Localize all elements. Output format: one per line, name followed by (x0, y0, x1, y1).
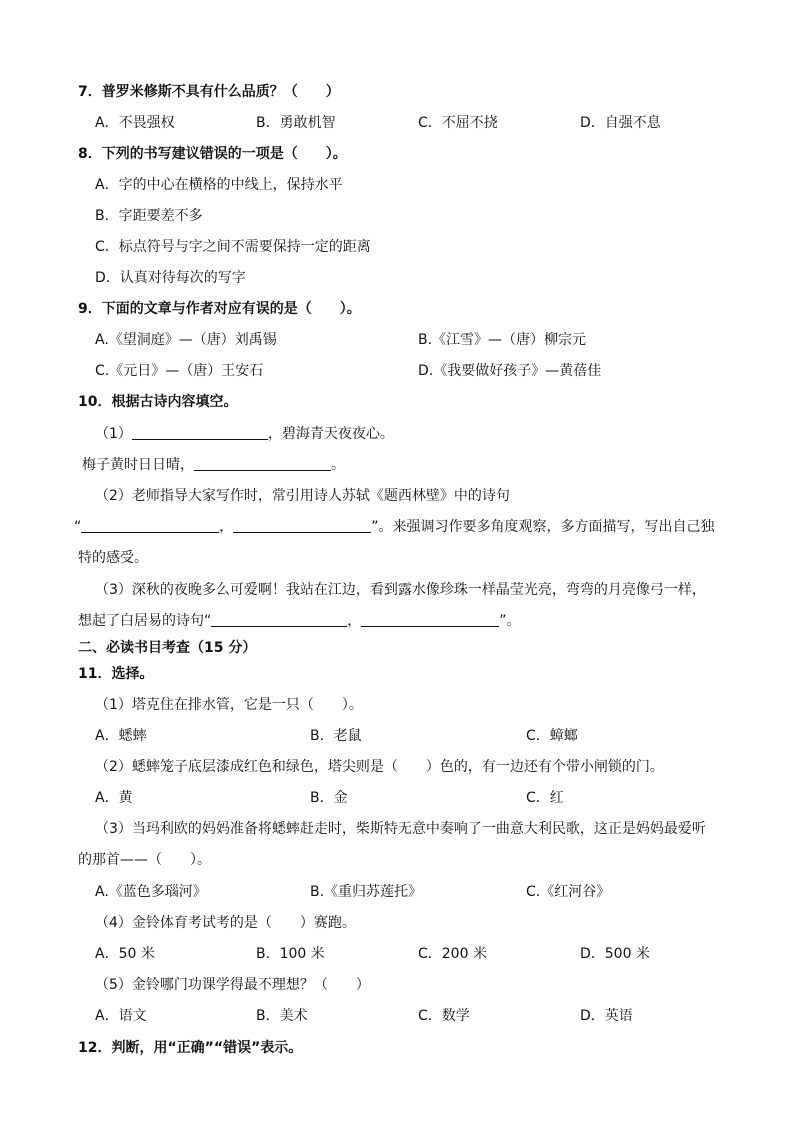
q10-blank-3[interactable] (81, 518, 219, 533)
question-11-stem: 11．选择。 (78, 666, 154, 682)
q11-sub3-text: （3）当玛利欧的妈妈准备将蟋蟀赶走时，柴斯特无意中奏响了一曲意大利民歌，这正是妈妈最爱听 (95, 821, 706, 837)
q11-sub5-option-c: C．数学 (418, 1008, 470, 1024)
q10-part3-comma: ， (347, 613, 362, 629)
q8-option-a: A．字的中心在横格的中线上，保持水平 (95, 177, 343, 193)
q11-sub4-option-b: B．100 米 (256, 946, 325, 962)
q11-sub2-text: （2）蟋蟀笼子底层漆成红色和绿色，塔尖则是（ ）色的，有一边还有个带小闸锁的门。 (95, 759, 664, 775)
q8-option-b: B．字距要差不多 (95, 208, 203, 224)
q9-option-a: A.《望洞庭》—（唐）刘禹锡 (95, 332, 277, 348)
q10-part2-comma: ， (219, 519, 234, 535)
q10-part1-line2 (82, 455, 345, 475)
q10-blank-5[interactable] (211, 612, 347, 627)
q10-part3-line1: （3）深秋的夜晚多么可爱啊！我站在江边，看到露水像珍珠一样晶莹光亮，弯弯的月亮像弓一样， (95, 582, 706, 598)
question-9-stem: 9．下面的文章与作者对应有误的是（ ）。 (78, 301, 361, 317)
q10-part2-quote-open: “ (74, 519, 82, 535)
q8-option-c: C．标点符号与字之间不需要保持一定的距离 (95, 239, 371, 255)
q11-sub3-option-c: C.《红河谷》 (526, 884, 611, 900)
q10-blank-1[interactable] (132, 425, 268, 440)
q10-blank-4[interactable] (233, 518, 371, 533)
q10-part2-line3: 特的感受。 (78, 550, 148, 566)
q11-sub2-option-b: B．金 (310, 790, 348, 806)
q10-part1-tail: ，碧海青天夜夜心。 (267, 426, 394, 442)
question-7-stem: 7．普罗米修斯不具有什么品质？（ ） (78, 84, 340, 100)
q9-option-c: C.《元日》—（唐）王安石 (95, 363, 264, 379)
q7-option-a: A．不畏强权 (95, 115, 175, 131)
q10-part2-line2 (74, 517, 715, 537)
q11-sub2-option-a: A．黄 (95, 790, 133, 806)
q11-sub5-option-d: D．英语 (580, 1008, 633, 1024)
q11-sub5-text: （5）金铃哪门功课学得最不理想？（ ） (95, 977, 370, 993)
q10-part1-line2-tail: 。 (331, 457, 345, 473)
q9-option-d: D.《我要做好孩子》—黄蓓佳 (418, 363, 602, 379)
q7-option-d: D．自强不息 (580, 115, 661, 131)
q10-part2-line1: （2）老师指导大家写作时，常引用诗人苏轼《题西林壁》中的诗句 (95, 488, 510, 504)
question-10-stem: 10．根据古诗内容填空。 (78, 394, 238, 410)
question-8-stem: 8．下列的书写建议错误的一项是（ ）。 (78, 146, 347, 162)
q11-sub5-option-a: A．语文 (95, 1008, 147, 1024)
q10-part1-line2-head: 梅子黄时日日晴， (82, 457, 194, 473)
q10-blank-2[interactable] (194, 456, 331, 471)
q11-sub4-option-d: D．500 米 (580, 946, 650, 962)
q10-blank-6[interactable] (361, 612, 499, 627)
q11-sub4-text: （4）金铃体育考试考的是（ ）赛跑。 (95, 915, 356, 931)
q10-part3-head: 想起了白居易的诗句“ (78, 613, 212, 629)
q8-option-d: D．认真对待每次的写字 (95, 270, 246, 286)
q11-sub4-option-a: A．50 米 (95, 946, 155, 962)
q9-option-b: B.《江雪》—（唐）柳宗元 (418, 332, 587, 348)
q11-sub1-option-c: C．蟑螂 (526, 728, 578, 744)
q7-option-c: C．不屈不挠 (418, 115, 498, 131)
q11-sub1-option-b: B．老鼠 (310, 728, 362, 744)
q10-part1-line1 (95, 424, 394, 444)
section-2-title: 二、必读书目考查（15 分） (78, 640, 257, 656)
q11-sub5-option-b: B．美术 (256, 1008, 308, 1024)
q11-sub3-option-a: A.《蓝色多瑙河》 (95, 884, 207, 900)
q10-part1-number: （1） (95, 426, 132, 442)
q10-part2-tail: ”。来强调习作要多角度观察，多方面描写，写出自己独 (371, 519, 715, 535)
q11-sub3-text2: 的那首——（ ）。 (78, 852, 211, 868)
q10-part3-tail: ”。 (499, 613, 521, 629)
q11-sub3-option-b: B.《重归苏莲托》 (310, 884, 423, 900)
q11-sub4-option-c: C．200 米 (418, 946, 487, 962)
q11-sub1-text: （1）塔克住在排水管，它是一只（ ）。 (95, 697, 363, 713)
q10-part3-line2 (78, 611, 521, 631)
question-12-stem: 12．判断，用“正确”“错误”表示。 (78, 1040, 303, 1056)
q11-sub2-option-c: C．红 (526, 790, 564, 806)
q11-sub1-option-a: A．蟋蟀 (95, 728, 147, 744)
q7-option-b: B．勇敢机智 (256, 115, 336, 131)
